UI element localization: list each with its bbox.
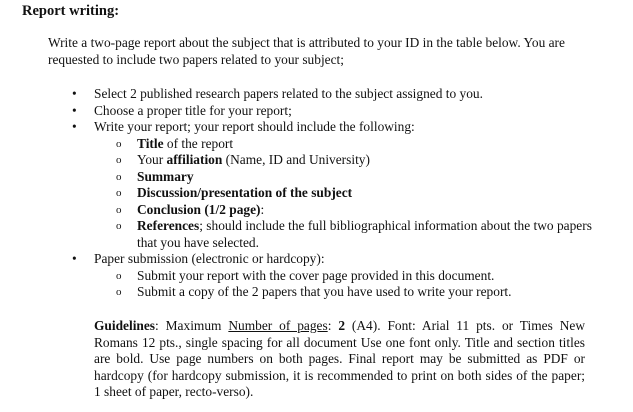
sub-list-item [94,268,608,285]
circle-marker: o [116,286,122,298]
intro-paragraph: Write a two-page report about the subject that is attributed to your ID in the table below. You are requested to include two papers related to your subject; [48,35,565,67]
bullet-marker: • [72,251,77,266]
guidelines-text: : Maximum [155,318,229,333]
circle-marker: o [116,203,122,216]
bold-term: Conclusion (1/2 page) [137,201,261,217]
sub-list-item [94,169,608,186]
guidelines-text: : [327,318,339,333]
bullet-marker: • [72,119,77,134]
item-text: Submit a copy of the 2 papers that you have used to write your report. [137,284,512,299]
bullet-marker: • [72,86,77,101]
sub-list-item [94,136,608,153]
circle-marker: o [116,154,122,166]
list-item [48,251,608,301]
report-contents-list [94,136,608,252]
circle-marker: o [116,269,122,282]
sub-list-item [94,152,608,169]
circle-marker: o [116,220,122,232]
bold-term: Summary [137,168,194,184]
list-item [48,119,608,251]
guidelines-text: (A4). Font: Arial 11 pts. or Times New Romans 12 pts., single spacing for all document Use one font only. Title and section titles are bold. Use page numbers on both pages. Final report may be submitted as PDF or hardcopy (for hardcopy submission, it is recommended to print on both sides of the paper; 1 sheet of paper, recto-verso). [94,318,585,399]
circle-marker: o [116,137,122,150]
item-text: Submit your report with the cover page provided in this document. [137,267,495,283]
item-text: ; should include the full bibliographical information about the two papers that you have selected. [137,218,592,250]
submission-list [94,268,608,301]
circle-marker: o [116,187,122,199]
bold-term: Title [137,135,164,151]
bold-term: affiliation [166,152,223,167]
sub-list-item [94,202,608,219]
item-text: Your [137,152,167,167]
list-item-text: Paper submission (electronic or hardcopy): [94,251,325,266]
bold-term: References [137,218,200,233]
sub-list-item [94,185,608,202]
list-item-text: Select 2 published research papers related to the subject assigned to you. [94,86,483,101]
list-item [48,86,608,103]
pages-label: Number of pages [228,318,328,333]
sub-list-item [94,218,608,251]
item-text: of the report [163,135,234,151]
item-text: (Name, ID and University) [222,152,370,167]
list-item-text: Write your report; your report should include the following: [94,119,415,134]
pages-value: 2 [338,318,346,333]
item-text: : [260,201,265,217]
sub-list-item [94,284,608,301]
instruction-list [48,86,608,301]
list-item [48,103,608,120]
circle-marker: o [116,170,122,183]
section-heading: Report writing: [22,3,120,19]
bold-term: Discussion/presentation of the subject [137,185,353,200]
guidelines-paragraph [94,318,585,401]
list-item-text: Choose a proper title for your report; [94,102,292,118]
bullet-marker: • [72,102,77,118]
guidelines-label: Guidelines [94,318,156,333]
